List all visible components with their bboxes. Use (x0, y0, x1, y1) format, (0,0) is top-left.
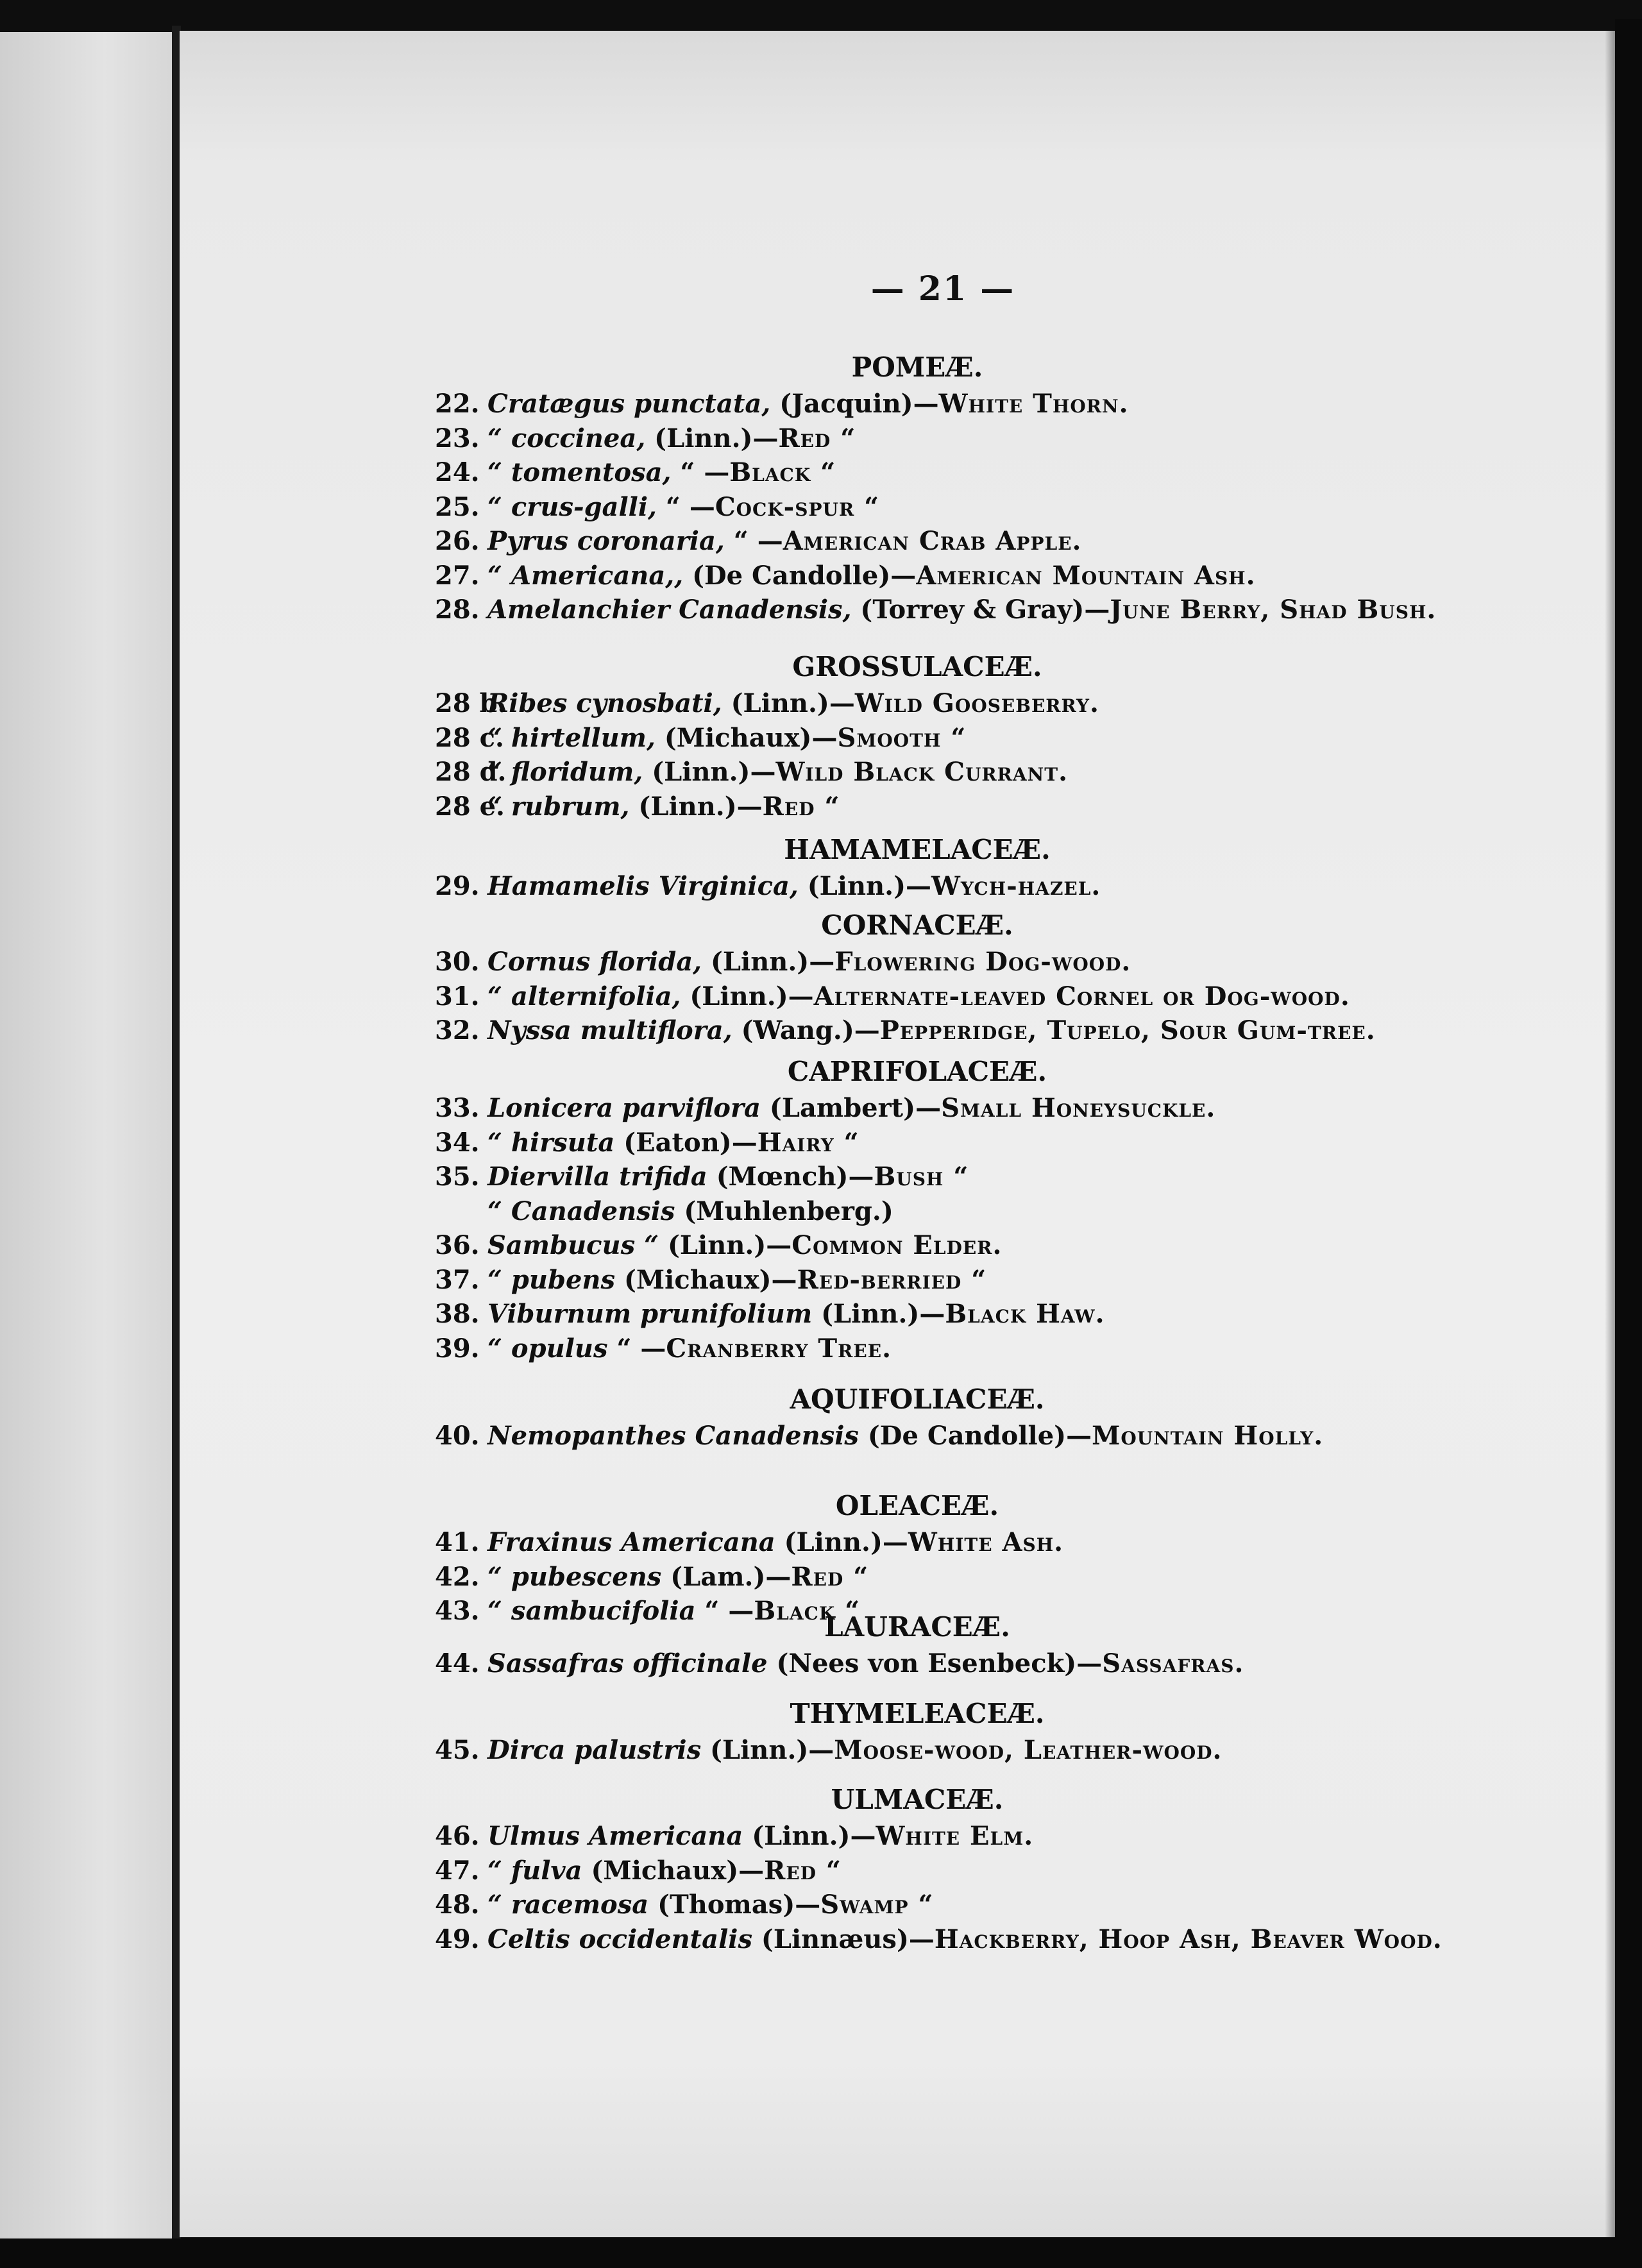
common-name: Red “ (762, 791, 840, 822)
species-name: “ crus-galli, (487, 491, 657, 522)
authority: (Thomas)— (648, 1890, 821, 1920)
species-entry (435, 723, 966, 753)
entry-number: 28 c. (435, 722, 504, 753)
entry-number: 40. (435, 1421, 480, 1451)
authority: “ — (607, 1333, 666, 1364)
entry-number: 22. (435, 389, 480, 419)
authority: (De Candolle)— (683, 560, 917, 591)
species-name: “ pubens (487, 1264, 616, 1295)
species-name: Sambucus “ (487, 1230, 659, 1260)
species-name: “ rubrum, (487, 791, 630, 822)
species-entry (435, 1856, 842, 1886)
entry-number: 28 d. (435, 757, 507, 787)
common-name: Wych-hazel. (931, 871, 1101, 901)
authority: (Linn.)— (798, 871, 931, 901)
authority: (Linn.)— (659, 1230, 792, 1260)
species-entry (435, 1265, 986, 1295)
species-entry (435, 1093, 1215, 1123)
species-entry (435, 981, 1350, 1011)
family-heading: CAPRIFOLACEÆ. (787, 1056, 1047, 1087)
entry-number: 28 b. (435, 688, 507, 718)
common-name: White Thorn. (938, 389, 1129, 419)
authority: (Linn.)— (775, 1527, 908, 1557)
common-name: Hackberry, Hoop Ash, Beaver Wood. (934, 1924, 1443, 1954)
species-entry (435, 1648, 1244, 1679)
species-name: Diervilla trifida (487, 1162, 707, 1192)
entry-number: 25. (435, 491, 480, 522)
species-entry (435, 526, 1081, 556)
authority: (Jacquin)— (770, 389, 939, 419)
entry-number: 41. (435, 1527, 480, 1557)
entry-number: 45. (435, 1735, 480, 1765)
scan-right-border (1615, 19, 1642, 2245)
species-name: “ hirtellum, (487, 722, 656, 753)
common-name: Alternate-leaved Cornel or Dog-wood. (813, 981, 1350, 1011)
authority: “ — (695, 1596, 754, 1626)
species-name: Dirca palustris (487, 1735, 702, 1765)
family-heading: LAURACEÆ. (824, 1611, 1010, 1643)
common-name: Mountain Holly. (1092, 1421, 1324, 1451)
family-heading: HAMAMELACEÆ. (784, 834, 1051, 865)
entry-number: 39. (435, 1333, 480, 1364)
species-entry (435, 1527, 1063, 1557)
family-heading: ULMACEÆ. (831, 1784, 1004, 1815)
authority: (Linn.)— (812, 1299, 945, 1329)
authority: (Lam.)— (661, 1561, 791, 1592)
entry-number: 48. (435, 1890, 480, 1920)
entry-number: 33. (435, 1093, 480, 1123)
authority: (Linnæus)— (752, 1924, 935, 1954)
entry-number: 30. (435, 947, 480, 977)
species-entry (435, 1562, 868, 1592)
authority: (Eaton)— (614, 1127, 758, 1158)
common-name: June Berry, Shad Bush. (1110, 595, 1437, 625)
species-entry (435, 492, 879, 522)
common-name: American Mountain Ash. (916, 560, 1256, 591)
species-entry (435, 595, 1436, 625)
common-name: Red “ (778, 423, 856, 453)
species-name: “ coccinea, (487, 423, 646, 453)
common-name: White Elm. (876, 1821, 1034, 1851)
species-name: “ Canadensis (487, 1196, 675, 1226)
species-name: Celtis occidentalis (487, 1924, 752, 1954)
common-name: Red-berried “ (797, 1264, 987, 1295)
common-name: Black Haw. (945, 1299, 1105, 1329)
species-name: “ hirsuta (487, 1127, 615, 1158)
common-name: American Crab Apple. (783, 526, 1082, 556)
entry-number: 26. (435, 526, 480, 556)
authority: (Muhlenberg.) (675, 1196, 893, 1226)
common-name: Red “ (791, 1561, 869, 1592)
common-name: Cock-spur “ (715, 491, 880, 522)
entry-number: 27. (435, 560, 480, 591)
entry-number: 34. (435, 1127, 480, 1158)
common-name: Bush “ (874, 1162, 969, 1192)
common-name: Moose-wood, Leather-wood. (834, 1735, 1223, 1765)
family-heading: CORNACEÆ. (821, 910, 1013, 941)
species-entry (435, 1890, 934, 1920)
authority: (Linn.)— (743, 1821, 876, 1851)
species-name: Ribes cynosbati, (487, 688, 722, 718)
authority: (Michaux)— (655, 722, 838, 753)
common-name: Hairy “ (757, 1127, 859, 1158)
authority: (Nees von Esenbeck)— (767, 1648, 1103, 1679)
species-name: Nyssa multiflora, (487, 1015, 732, 1045)
authority: (Wang.)— (732, 1015, 880, 1045)
species-name: Nemopanthes Canadensis (487, 1421, 859, 1451)
entry-number: 36. (435, 1230, 480, 1260)
authority: (Mœnch)— (707, 1162, 874, 1192)
species-entry (435, 1924, 1443, 1954)
entry-number: 28 e. (435, 791, 505, 822)
species-name: “ sambucifolia (487, 1596, 696, 1626)
authority: “ — (724, 526, 783, 556)
authority: “ — (656, 491, 715, 522)
species-entry (435, 1015, 1376, 1045)
entry-number: 46. (435, 1821, 480, 1851)
entry-number: 31. (435, 981, 480, 1011)
species-name: “ racemosa (487, 1890, 649, 1920)
species-name: “ floridum, (487, 757, 643, 787)
entry-number: 49. (435, 1924, 480, 1954)
species-entry (435, 457, 836, 487)
common-name: Cranberry Tree. (666, 1333, 892, 1364)
species-entry (435, 757, 1068, 787)
species-entry (435, 871, 1101, 901)
species-name: Cornus florida, (487, 947, 702, 977)
common-name: Red “ (764, 1855, 842, 1886)
common-name: White Ash. (908, 1527, 1064, 1557)
common-name: Swamp “ (820, 1890, 934, 1920)
common-name: Common Elder. (791, 1230, 1003, 1260)
entry-number: 23. (435, 423, 480, 453)
species-name: Lonicera parviflora (487, 1093, 761, 1123)
authority: (Linn.)— (681, 981, 814, 1011)
species-name: Ulmus Americana (487, 1821, 743, 1851)
scan-top-border (0, 0, 1642, 32)
species-entry (435, 1230, 1002, 1260)
authority: (Linn.)— (722, 688, 855, 718)
species-entry (435, 1333, 892, 1364)
species-name: Viburnum prunifolium (487, 1299, 813, 1329)
species-entry (435, 1128, 859, 1158)
family-heading: POMEÆ. (851, 351, 983, 383)
species-entry (435, 423, 856, 453)
authority: (Linn.)— (701, 1735, 834, 1765)
authority: (De Candolle)— (858, 1421, 1092, 1451)
scan-bottom-border (0, 2238, 1642, 2268)
species-name: “ pubescens (487, 1561, 662, 1592)
species-name: Fraxinus Americana (487, 1527, 775, 1557)
entry-number: 38. (435, 1299, 480, 1329)
common-name: Sassafras. (1102, 1648, 1244, 1679)
species-name: “ tomentosa, (487, 457, 672, 487)
family-heading: THYMELEACEÆ. (790, 1698, 1045, 1729)
authority: (Linn.)— (629, 791, 763, 822)
species-entry (435, 1162, 969, 1192)
family-heading: OLEACEÆ. (835, 1490, 999, 1521)
page-number: — 21 — (870, 269, 1015, 309)
entry-number: 44. (435, 1648, 480, 1679)
entry-number: 37. (435, 1264, 480, 1295)
entry-number: 42. (435, 1561, 480, 1592)
authority: (Michaux)— (582, 1855, 765, 1886)
common-name: Smooth “ (837, 722, 967, 753)
previous-page-edge (0, 32, 174, 2238)
family-heading: AQUIFOLIACEÆ. (790, 1384, 1045, 1415)
species-name: “ alternifolia, (487, 981, 681, 1011)
common-name: Wild Black Currant. (775, 757, 1069, 787)
authority: (Linn.)— (702, 947, 835, 977)
authority: (Torrey & Gray)— (851, 595, 1110, 625)
species-entry (435, 1735, 1222, 1765)
species-name: Cratægus punctata, (487, 389, 771, 419)
species-entry (435, 1421, 1323, 1451)
authority: “ — (671, 457, 730, 487)
species-name: Amelanchier Canadensis, (487, 595, 852, 625)
authority: (Michaux)— (615, 1264, 797, 1295)
species-entry (435, 389, 1129, 419)
common-name: Flowering Dog-wood. (834, 947, 1131, 977)
entry-number: 29. (435, 871, 480, 901)
entry-number: 32. (435, 1015, 480, 1045)
species-entry (435, 791, 840, 822)
species-name: “ fulva (487, 1855, 582, 1886)
common-name: Small Honeysuckle. (941, 1093, 1216, 1123)
species-entry (435, 561, 1256, 591)
entry-number: 47. (435, 1855, 480, 1886)
entry-number: 35. (435, 1162, 480, 1192)
authority: (Lambert)— (760, 1093, 942, 1123)
species-name: “ opulus (487, 1333, 608, 1364)
species-entry (435, 1821, 1033, 1851)
common-name: Wild Gooseberry. (854, 688, 1099, 718)
species-entry (435, 688, 1099, 718)
species-name: “ Americana,, (487, 560, 684, 591)
species-name: Hamamelis Virginica, (487, 871, 799, 901)
species-name: Sassafras officinale (487, 1648, 768, 1679)
species-entry (435, 1299, 1105, 1329)
entry-number: 24. (435, 457, 480, 487)
common-name: Black “ (729, 457, 836, 487)
entry-number: 43. (435, 1596, 480, 1626)
common-name: Black “ (754, 1596, 861, 1626)
family-heading: GROSSULACEÆ. (792, 651, 1042, 682)
entry-number: 28. (435, 595, 480, 625)
species-entry (435, 947, 1131, 977)
species-name: Pyrus coronaria, (487, 526, 725, 556)
authority: (Linn.)— (645, 423, 779, 453)
species-entry (435, 1196, 893, 1226)
authority: (Linn.)— (643, 757, 776, 787)
common-name: Pepperidge, Tupelo, Sour Gum-tree. (879, 1015, 1376, 1045)
